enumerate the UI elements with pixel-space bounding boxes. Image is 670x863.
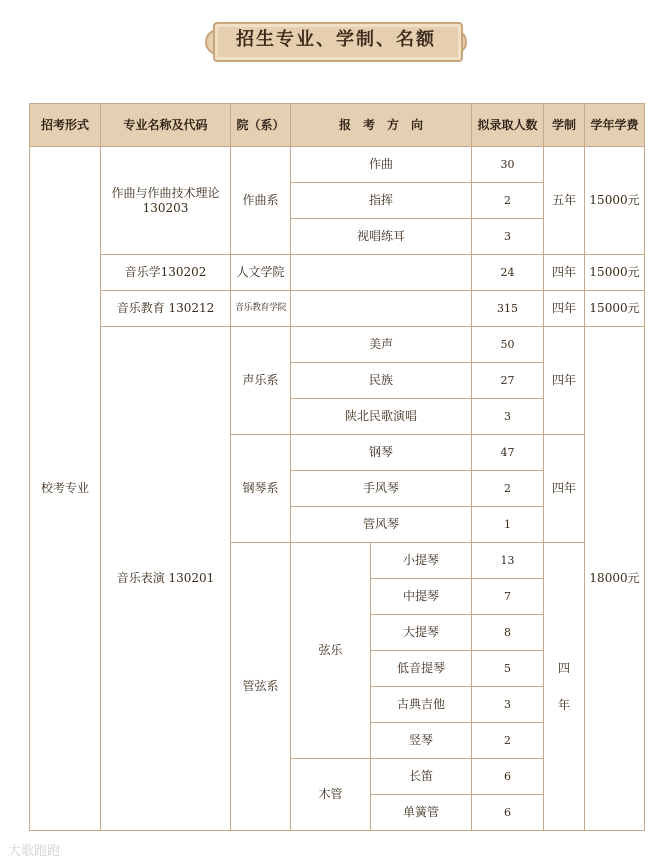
major-music-education: 音乐教育 130212 — [101, 291, 231, 327]
count-cell: 47 — [472, 435, 544, 471]
direction-cell: 竖琴 — [371, 723, 472, 759]
duration-cell: 四年 — [544, 327, 585, 435]
count-cell: 315 — [472, 291, 544, 327]
table-row — [30, 327, 645, 363]
exam-form-cell: 校考专业 — [30, 147, 101, 831]
count-cell: 2 — [472, 183, 544, 219]
count-cell: 3 — [472, 219, 544, 255]
dept-vocal: 声乐系 — [231, 327, 291, 435]
duration-cell: 四年 — [544, 291, 585, 327]
direction-cell: 视唱练耳 — [291, 219, 472, 255]
major-performance: 音乐表演 130201 — [101, 327, 231, 831]
direction-cell: 手风琴 — [291, 471, 472, 507]
header-row — [30, 104, 645, 147]
enrollment-table — [29, 103, 645, 831]
header-exam-form: 招考形式 — [30, 104, 101, 147]
count-cell: 3 — [472, 399, 544, 435]
count-cell: 2 — [472, 723, 544, 759]
direction-cell: 低音提琴 — [371, 651, 472, 687]
dept-music-education: 音乐教育学院 — [231, 291, 291, 327]
dept-orchestra: 管弦系 — [231, 543, 291, 831]
count-cell: 30 — [472, 147, 544, 183]
page-title: 招生专业、学制、名额 — [236, 29, 436, 50]
duration-cell: 四年 — [544, 435, 585, 543]
duration-cell: 四年 — [544, 255, 585, 291]
direction-cell — [291, 255, 472, 291]
dept-humanities: 人文学院 — [231, 255, 291, 291]
direction-cell: 民族 — [291, 363, 472, 399]
header-fee: 学年学费 — [585, 104, 645, 147]
direction-cell — [291, 291, 472, 327]
header-direction: 报 考 方 向 — [291, 104, 472, 147]
header-count: 拟录取人数 — [472, 104, 544, 147]
direction-cell: 中提琴 — [371, 579, 472, 615]
duration-char-1: 四 — [558, 660, 571, 675]
count-cell: 6 — [472, 759, 544, 795]
count-cell: 5 — [472, 651, 544, 687]
direction-cell: 古典吉他 — [371, 687, 472, 723]
fee-cell: 15000元 — [585, 291, 645, 327]
direction-cell: 单簧管 — [371, 795, 472, 831]
duration-cell: 五年 — [544, 147, 585, 255]
count-cell: 27 — [472, 363, 544, 399]
count-cell: 8 — [472, 615, 544, 651]
direction-cell: 陕北民歌演唱 — [291, 399, 472, 435]
major-composition: 作曲与作曲技术理论 130203 — [101, 147, 231, 255]
duration-char-2: 年 — [558, 697, 571, 712]
fee-cell: 15000元 — [585, 255, 645, 291]
direction-cell: 小提琴 — [371, 543, 472, 579]
table-row — [30, 255, 645, 291]
count-cell: 7 — [472, 579, 544, 615]
count-cell: 13 — [472, 543, 544, 579]
direction-cell: 管风琴 — [291, 507, 472, 543]
direction-cell: 作曲 — [291, 147, 472, 183]
fee-cell: 18000元 — [585, 327, 645, 831]
direction-cell: 美声 — [291, 327, 472, 363]
group-woodwind: 木管 — [291, 759, 371, 831]
direction-cell: 大提琴 — [371, 615, 472, 651]
duration-cell — [544, 543, 585, 831]
count-cell: 24 — [472, 255, 544, 291]
fee-cell: 15000元 — [585, 147, 645, 255]
dept-composition: 作曲系 — [231, 147, 291, 255]
table-row — [30, 147, 645, 183]
count-cell: 50 — [472, 327, 544, 363]
header-major: 专业名称及代码 — [101, 104, 231, 147]
watermark: 大歌跑跑 — [8, 844, 61, 859]
count-cell: 3 — [472, 687, 544, 723]
title-banner — [205, 18, 467, 62]
direction-cell: 长笛 — [371, 759, 472, 795]
count-cell: 1 — [472, 507, 544, 543]
header-department: 院（系） — [231, 104, 291, 147]
count-cell: 2 — [472, 471, 544, 507]
table-row — [30, 291, 645, 327]
major-musicology: 音乐学130202 — [101, 255, 231, 291]
direction-cell: 指挥 — [291, 183, 472, 219]
header-duration: 学制 — [544, 104, 585, 147]
group-strings: 弦乐 — [291, 543, 371, 759]
dept-piano: 钢琴系 — [231, 435, 291, 543]
count-cell: 6 — [472, 795, 544, 831]
direction-cell: 钢琴 — [291, 435, 472, 471]
